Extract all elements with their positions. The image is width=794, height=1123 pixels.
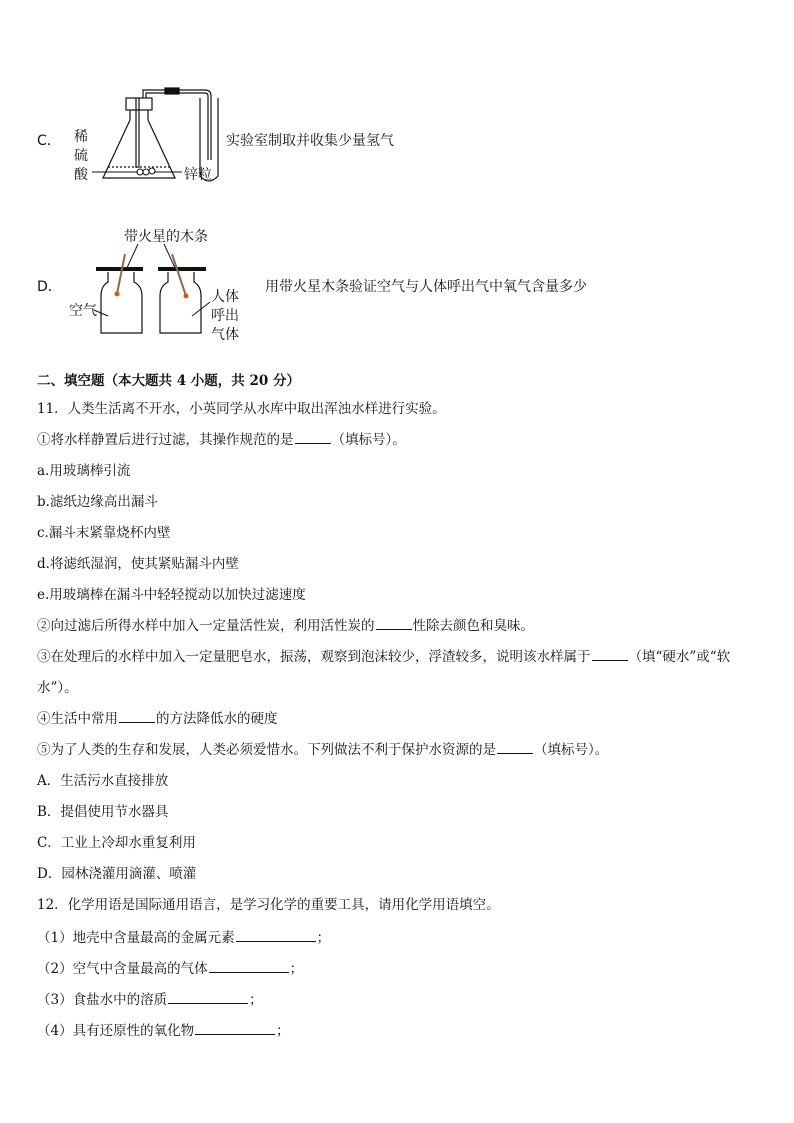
q12-item-3 xyxy=(37,988,263,1008)
answer-blank-2[interactable] xyxy=(376,616,412,630)
option-d-description: 用带火星木条验证空气与人体呼出气中氧气含量多少 xyxy=(265,279,587,295)
q12-blank-2[interactable] xyxy=(209,959,289,973)
breath-line-3: 气体 xyxy=(211,327,239,343)
q11-part1 xyxy=(37,428,406,448)
q11-part4-text: ④生活中常用 xyxy=(37,711,118,727)
q11-part3-continued: 水”）。 xyxy=(37,680,78,696)
q11-part4 xyxy=(37,707,278,727)
q12-item-3-end: ； xyxy=(249,992,263,1008)
oxygen-comparison-diagram xyxy=(0,0,794,360)
air-label: 空气 xyxy=(69,303,97,319)
reagent-char-3: 酸 xyxy=(74,167,88,183)
q11-part5-tail: （填标号）。 xyxy=(534,742,609,758)
q11-stem: 11．人类生活离不开水，小英同学从水库中取出浑浊水样进行实验。 xyxy=(37,401,446,417)
q11-option-d: d.将滤纸湿润，使其紧贴漏斗内壁 xyxy=(37,556,239,572)
right-wood-stick xyxy=(172,254,186,296)
q12-item-2-end: ； xyxy=(289,961,304,977)
stick-label: 带火星的木条 xyxy=(124,229,208,245)
q11-part3-tail: （填“硬水”或“软 xyxy=(628,649,731,665)
answer-blank-5[interactable] xyxy=(497,740,533,754)
glass-covers xyxy=(96,267,206,271)
q12-item-1 xyxy=(37,926,330,946)
q12-item-4 xyxy=(37,1019,290,1039)
q11-choice-d: D．园林浇灌用滴灌、喷灌 xyxy=(37,866,197,882)
q11-option-a: a.用玻璃棒引流 xyxy=(37,463,131,479)
q12-item-1-end: ； xyxy=(316,930,331,946)
q12-item-4-text: （4）具有还原性的氧化物 xyxy=(37,1023,195,1039)
q12-blank-3[interactable] xyxy=(168,990,248,1004)
q12-item-3-text: （3）食盐水中的溶质 xyxy=(37,992,168,1008)
q11-option-c: c.漏斗末紧靠烧杯内壁 xyxy=(37,525,171,541)
q11-part2-tail: 性除去颜色和臭味。 xyxy=(412,618,534,634)
breath-line-1: 人体 xyxy=(211,289,239,305)
q11-part1-tail: （填标号）。 xyxy=(331,432,406,448)
reagent-char-2: 硫 xyxy=(74,148,88,164)
q11-part3-text: ③在处理后的水样中加入一定量肥皂水，振荡，观察到泡沫较少，浮渣较多，说明该水样属于 xyxy=(37,649,591,665)
air-bottle xyxy=(101,272,142,333)
q12-item-2 xyxy=(37,957,303,977)
q12-stem: 12．化学用语是国际通用语言，是学习化学的重要工具，请用化学用语填空。 xyxy=(37,897,500,913)
zinc-label: 锌粒 xyxy=(184,167,212,183)
q11-part2 xyxy=(37,614,534,634)
left-wood-stick xyxy=(117,254,125,294)
q12-blank-1[interactable] xyxy=(236,928,316,942)
option-d-label: D． xyxy=(37,279,62,295)
q11-choice-b: B．提倡使用节水器具 xyxy=(37,804,169,820)
q11-option-e: e.用玻璃棒在漏斗中轻轻搅动以加快过滤速度 xyxy=(37,587,306,603)
q12-blank-4[interactable] xyxy=(195,1021,275,1035)
q11-part3 xyxy=(37,645,730,665)
answer-blank-4[interactable] xyxy=(119,709,155,723)
q11-choice-c: C．工业上冷却水重复利用 xyxy=(37,835,196,851)
q11-part5 xyxy=(37,738,608,758)
option-c-label: C． xyxy=(37,133,61,149)
breath-line-2: 呼出 xyxy=(211,308,239,324)
reagent-char-1: 稀 xyxy=(74,129,88,145)
q11-part5-text: ⑤为了人类的生存和发展，人类必须爱惜水。下列做法不利于保护水资源的是 xyxy=(37,742,496,758)
option-c-description: 实验室制取并收集少量氢气 xyxy=(226,133,394,149)
q11-part4-tail: 的方法降低水的硬度 xyxy=(156,711,278,727)
q12-item-1-text: （1）地壳中含量最高的金属元素 xyxy=(37,930,235,946)
q12-item-4-end: ； xyxy=(276,1023,290,1039)
q12-item-2-text: （2）空气中含量最高的气体 xyxy=(37,961,208,977)
q11-option-b: b.滤纸边缘高出漏斗 xyxy=(37,494,158,510)
answer-blank-3[interactable] xyxy=(592,647,628,661)
q11-part2-text: ②向过滤后所得水样中加入一定量活性炭，利用活性炭的 xyxy=(37,618,375,634)
answer-blank-1[interactable] xyxy=(295,430,331,444)
q11-part1-text: ①将水样静置后进行过滤，其操作规范的是 xyxy=(37,432,294,448)
section-heading: 二、填空题（本大题共 4 小题，共 20 分） xyxy=(37,373,300,389)
q11-choice-a: A．生活污水直接排放 xyxy=(37,773,169,789)
